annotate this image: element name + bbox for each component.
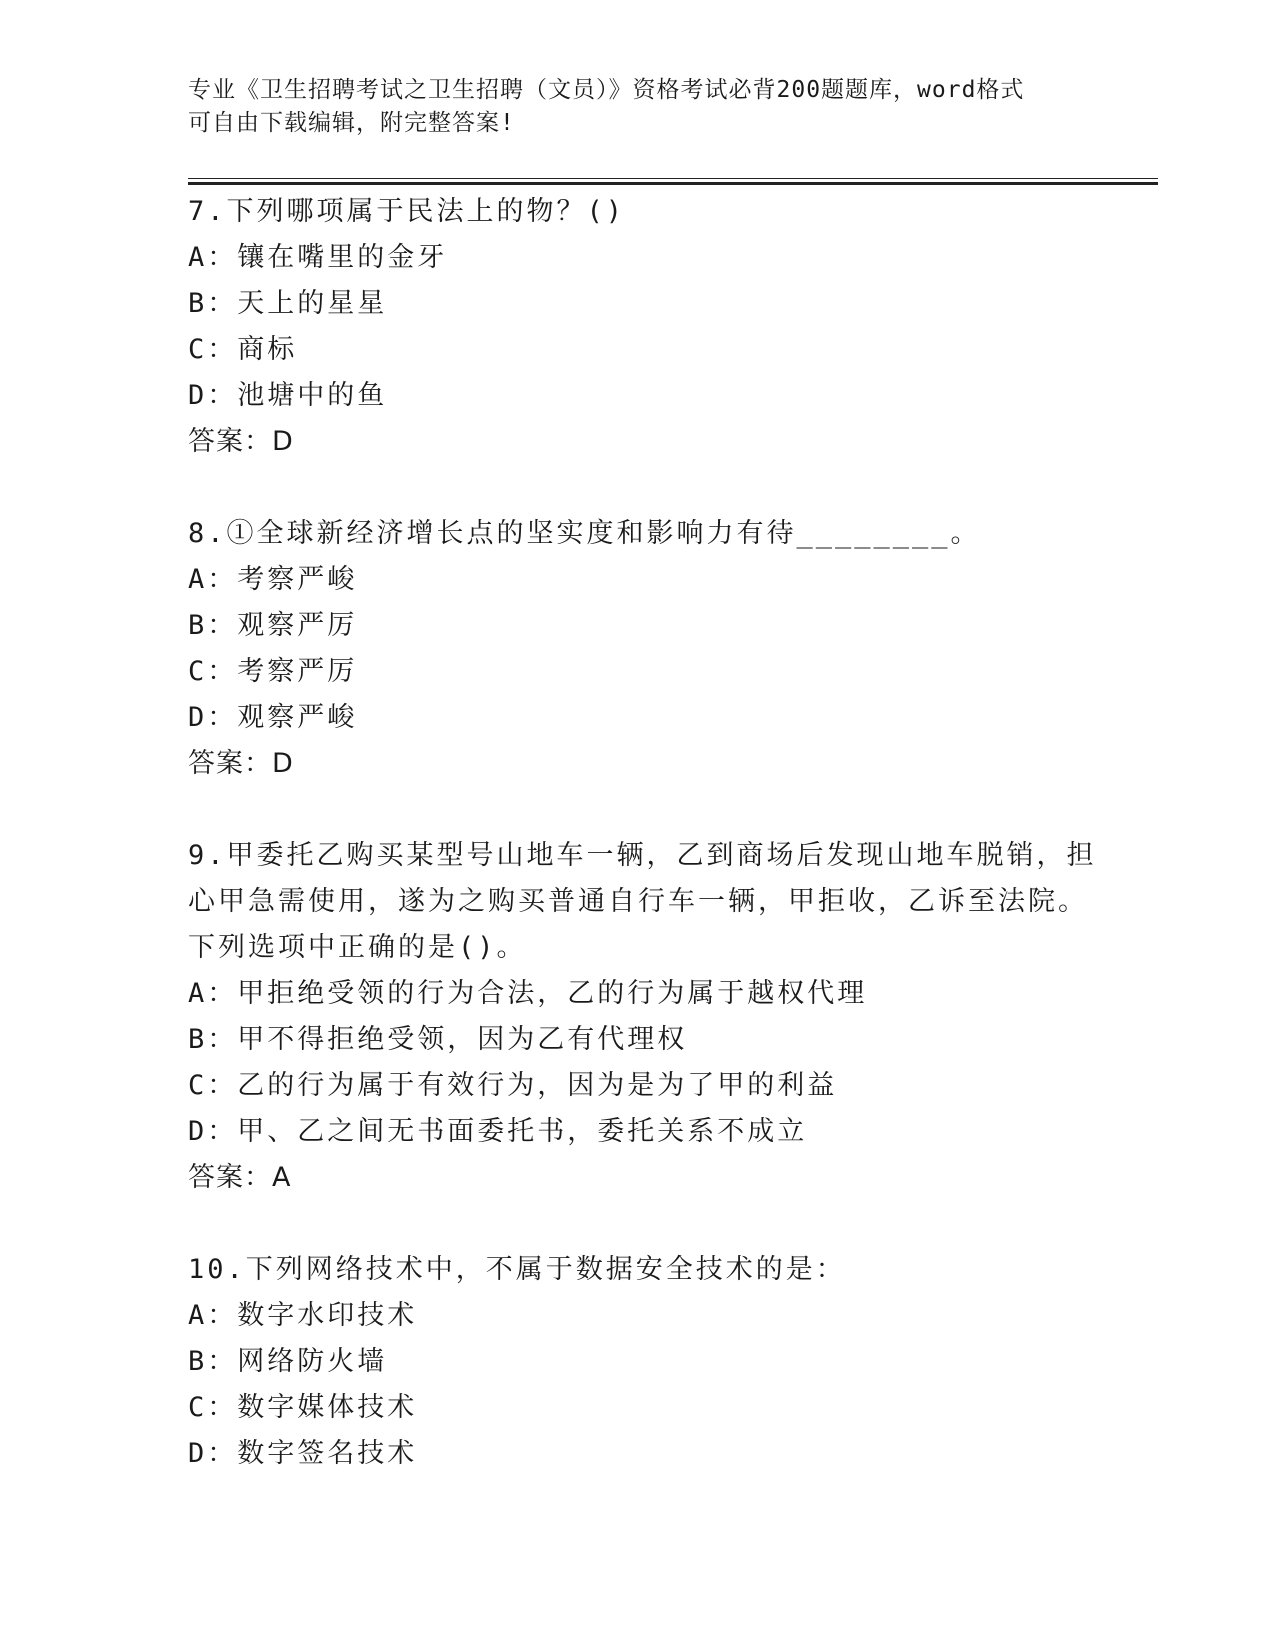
document-header (188, 74, 1088, 140)
option-b: B：网络防火墙 (188, 1346, 388, 1377)
option-a: A：数字水印技术 (188, 1300, 418, 1331)
question-text-line-2: 心甲急需使用，遂为之购买普通自行车一辆，甲拒收，乙诉至法院。 (188, 886, 1088, 917)
question-list (188, 189, 1148, 1477)
answer-line: 答案：D (188, 426, 294, 457)
option-d: D：观察严峻 (188, 702, 358, 733)
question-9 (188, 833, 1148, 1201)
question-text-line-3: 下列选项中正确的是()。 (188, 932, 527, 963)
option-c: C：商标 (188, 334, 298, 365)
option-c: C：考察严厉 (188, 656, 358, 687)
header-divider-thin (188, 178, 1158, 179)
option-c: C：数字媒体技术 (188, 1392, 418, 1423)
option-a: A：甲拒绝受领的行为合法，乙的行为属于越权代理 (188, 978, 868, 1009)
question-spacer (188, 787, 1148, 833)
answer-line: 答案：A (188, 1162, 292, 1193)
option-d: D：数字签名技术 (188, 1438, 418, 1469)
header-line-1: 专业《卫生招聘考试之卫生招聘（文员）》资格考试必背200题题库，word格式 (188, 77, 1025, 103)
option-b: B：观察严厉 (188, 610, 358, 641)
header-line-2: 可自由下载编辑，附完整答案! (188, 110, 515, 136)
question-7 (188, 189, 1148, 465)
option-b: B：天上的星星 (188, 288, 388, 319)
option-a: A：考察严峻 (188, 564, 358, 595)
answer-line: 答案：D (188, 748, 294, 779)
header-divider-thick (188, 182, 1158, 185)
question-text-line-1: 9.甲委托乙购买某型号山地车一辆，乙到商场后发现山地车脱销，担 (188, 840, 1097, 871)
option-b: B：甲不得拒绝受领，因为乙有代理权 (188, 1024, 688, 1055)
question-text: 7.下列哪项属于民法上的物？() (188, 196, 626, 227)
question-spacer (188, 465, 1148, 511)
question-8 (188, 511, 1148, 787)
option-d: D：甲、乙之间无书面委托书，委托关系不成立 (188, 1116, 808, 1147)
question-10 (188, 1247, 1148, 1477)
question-text: 10.下列网络技术中，不属于数据安全技术的是： (188, 1254, 846, 1285)
option-a: A：镶在嘴里的金牙 (188, 242, 448, 273)
option-d: D：池塘中的鱼 (188, 380, 388, 411)
question-spacer (188, 1201, 1148, 1247)
question-text: 8.①全球新经济增长点的坚实度和影响力有待________。 (188, 518, 981, 549)
option-c: C：乙的行为属于有效行为，因为是为了甲的利益 (188, 1070, 838, 1101)
